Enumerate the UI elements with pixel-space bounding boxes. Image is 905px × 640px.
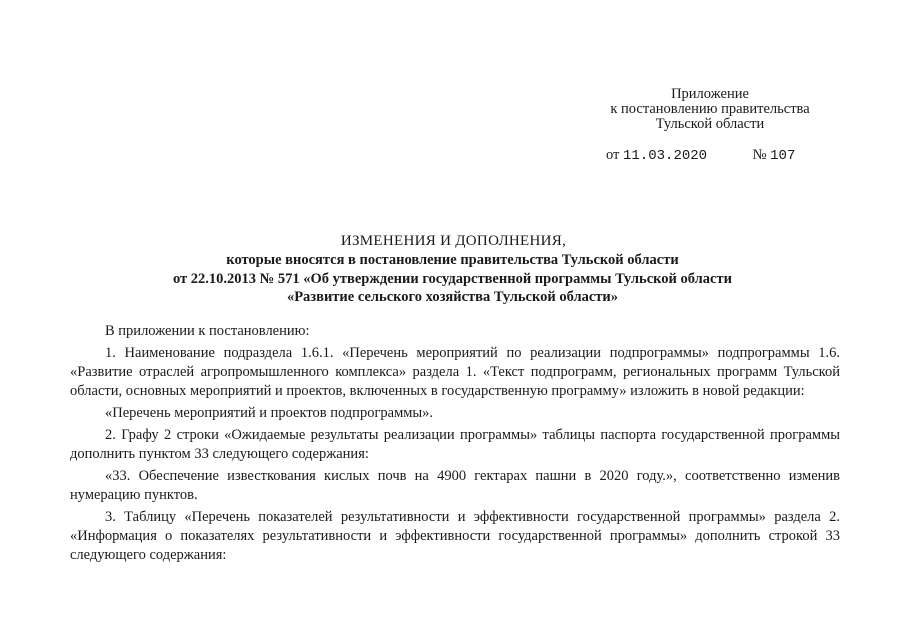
paragraph-4: «33. Обеспечение известкования кислых почв на 4900 гектарах пашни в 2020 году.», соответственно изменив нумерацию пунктов. bbox=[70, 468, 840, 503]
paragraph-5: 3. Таблицу «Перечень показателей результативности и эффективности государственной программы» раздела 2. «Информация о показателях результативности и эффективности государственной программы» дополнить строкой 33 следующего содержания: bbox=[70, 509, 840, 563]
title-sub-1: которые вносятся в постановление правительства Тульской области bbox=[226, 252, 679, 268]
appendix-header bbox=[560, 87, 860, 132]
paragraph-2: «Перечень мероприятий и проектов подпрограммы». bbox=[105, 405, 434, 421]
appendix-line-1: Приложение bbox=[671, 86, 749, 102]
appendix-line-2: к постановлению правительства bbox=[610, 101, 810, 117]
document-number: 107 bbox=[770, 148, 796, 164]
title-main: ИЗМЕНЕНИЯ И ДОПОЛНЕНИЯ, bbox=[340, 233, 567, 249]
title-sub-2: от 22.10.2013 № 571 «Об утверждении государственной программы Тульской области bbox=[173, 270, 732, 287]
number-sign: № bbox=[752, 147, 767, 163]
paragraph-1: 1. Наименование подраздела 1.6.1. «Перечень мероприятий по реализации подпрограммы» подпрограммы 1.6. «Развитие отраслей агропромышленного комплекса» раздела 1. «Текст подпрограмм, региональных программ Тульской области, основных мероприятий и проектов, включенных в государственную программу» изложить в новой редакции: bbox=[70, 345, 840, 399]
date-number-line bbox=[606, 147, 795, 164]
date-prefix: от bbox=[606, 147, 620, 163]
title-sub-3: «Развитие сельского хозяйства Тульской области» bbox=[286, 289, 619, 305]
paragraph-3: 2. Графу 2 строки «Ожидаемые результаты реализации программы» таблицы паспорта государственной программы дополнить пунктом 33 следующего содержания: bbox=[70, 427, 840, 462]
paragraph-intro: В приложении к постановлению: bbox=[105, 323, 310, 339]
date-value: 11.03.2020 bbox=[623, 148, 708, 164]
appendix-line-3: Тульской области bbox=[655, 116, 765, 132]
document-body bbox=[70, 322, 840, 568]
document-title bbox=[0, 232, 905, 307]
